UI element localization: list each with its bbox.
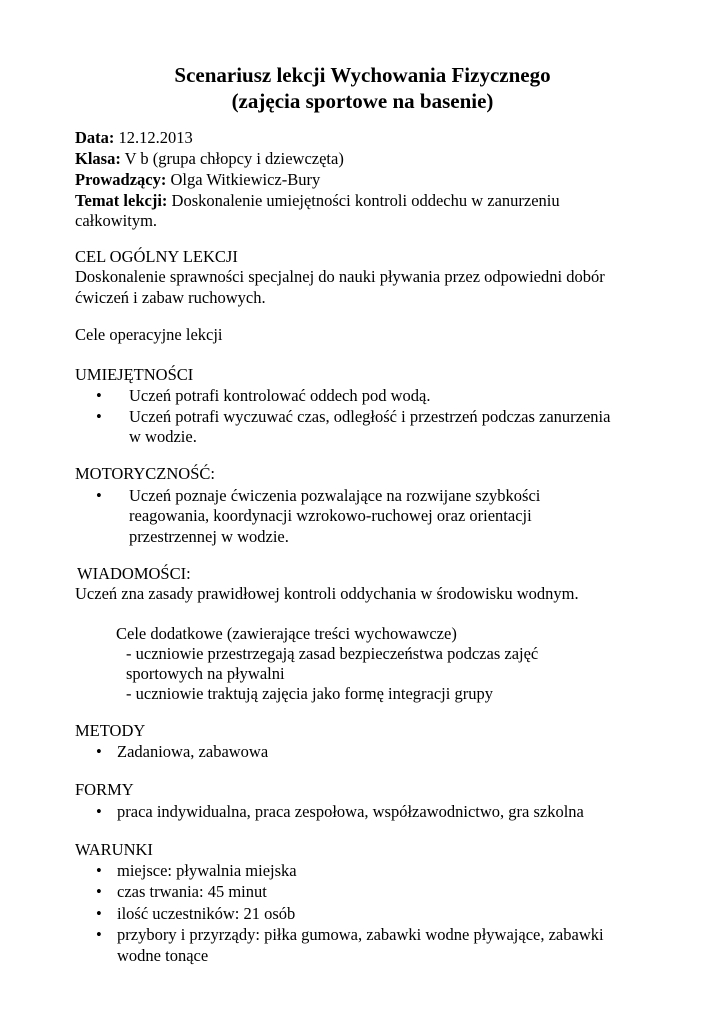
umiejetnosci-item-2-cont: w wodzie. xyxy=(129,427,197,446)
title-line-2: (zajęcia sportowe na basenie) xyxy=(231,89,494,113)
formy-heading: FORMY xyxy=(75,780,134,799)
umiejetnosci-item-1: Uczeń potrafi kontrolować oddech pod wodą. xyxy=(129,386,431,405)
metody-heading: METODY xyxy=(75,721,146,740)
cele-dodatkowe-heading: Cele dodatkowe (zawierające treści wychowawcze) xyxy=(116,624,457,643)
warunki-item-2: czas trwania: 45 minut xyxy=(117,882,267,901)
umiejetnosci-item-2: Uczeń potrafi wyczuwać czas, odległość i przestrzeń podczas zanurzenia xyxy=(129,407,611,426)
motorycznosc-item-1-cont: reagowania, koordynacji wzrokowo-ruchowej oraz orientacji xyxy=(129,506,532,525)
info-class xyxy=(75,148,344,169)
topic-value: Doskonalenie umiejętności kontroli oddechu w zanurzeniu xyxy=(171,191,560,210)
info-teacher xyxy=(75,169,320,190)
date-label: Data: xyxy=(75,128,115,147)
warunki-item-3: ilość uczestników: 21 osób xyxy=(117,904,296,923)
teacher-label: Prowadzący: xyxy=(75,170,167,189)
motorycznosc-item-1: Uczeń poznaje ćwiczenia pozwalające na rozwijane szybkości xyxy=(129,486,541,505)
warunki-item-4: przybory i przyrządy: piłka gumowa, zabawki wodne pływające, zabawki xyxy=(117,925,604,944)
class-value: V b (grupa chłopcy i dziewczęta) xyxy=(124,149,344,168)
bullet: • xyxy=(96,742,102,761)
wiadomosci-heading: WIADOMOŚCI: xyxy=(77,564,191,583)
metody-item-1: Zadaniowa, zabawowa xyxy=(117,742,269,761)
cele-dodatkowe-item-2: - uczniowie traktują zajęcia jako formę integracji grupy xyxy=(126,684,493,703)
bullet: • xyxy=(96,386,102,405)
info-topic xyxy=(75,190,560,211)
cele-dodatkowe-item-1: - uczniowie przestrzegają zasad bezpieczeństwa podczas zajęć xyxy=(126,644,539,663)
class-label: Klasa: xyxy=(75,149,121,168)
warunki-item-4-cont: wodne tonące xyxy=(117,946,209,965)
motorycznosc-heading: MOTORYCZNOŚĆ: xyxy=(75,464,215,483)
cele-dodatkowe-item-1-cont: sportowych na pływalni xyxy=(126,664,285,683)
title-line-1: Scenariusz lekcji Wychowania Fizycznego xyxy=(174,63,551,87)
cel-ogolny-heading: CEL OGÓLNY LEKCJI xyxy=(75,247,238,266)
info-topic-cont: całkowitym. xyxy=(75,211,158,230)
warunki-heading: WARUNKI xyxy=(75,840,153,859)
cel-ogolny-text-1: Doskonalenie sprawności specjalnej do nauki pływania przez odpowiedni dobór xyxy=(75,267,605,286)
formy-item-1: praca indywidualna, praca zespołowa, współzawodnictwo, gra szkolna xyxy=(117,802,584,821)
info-date xyxy=(75,127,193,148)
wiadomosci-text: Uczeń zna zasady prawidłowej kontroli oddychania w środowisku wodnym. xyxy=(75,584,579,603)
bullet: • xyxy=(96,861,102,880)
umiejetnosci-heading: UMIEJĘTNOŚCI xyxy=(75,365,194,384)
bullet: • xyxy=(96,802,102,821)
motorycznosc-item-1-cont2: przestrzennej w wodzie. xyxy=(129,527,289,546)
bullet: • xyxy=(96,882,102,901)
bullet: • xyxy=(96,407,102,426)
teacher-value: Olga Witkiewicz-Bury xyxy=(170,170,321,189)
warunki-item-1: miejsce: pływalnia miejska xyxy=(117,861,297,880)
bullet: • xyxy=(96,486,102,505)
bullet: • xyxy=(96,904,102,923)
cel-ogolny-text-2: ćwiczeń i zabaw ruchowych. xyxy=(75,288,266,307)
bullet: • xyxy=(96,925,102,944)
topic-label: Temat lekcji: xyxy=(75,191,168,210)
date-value: 12.12.2013 xyxy=(118,128,193,147)
cele-operacyjne: Cele operacyjne lekcji xyxy=(75,325,223,344)
